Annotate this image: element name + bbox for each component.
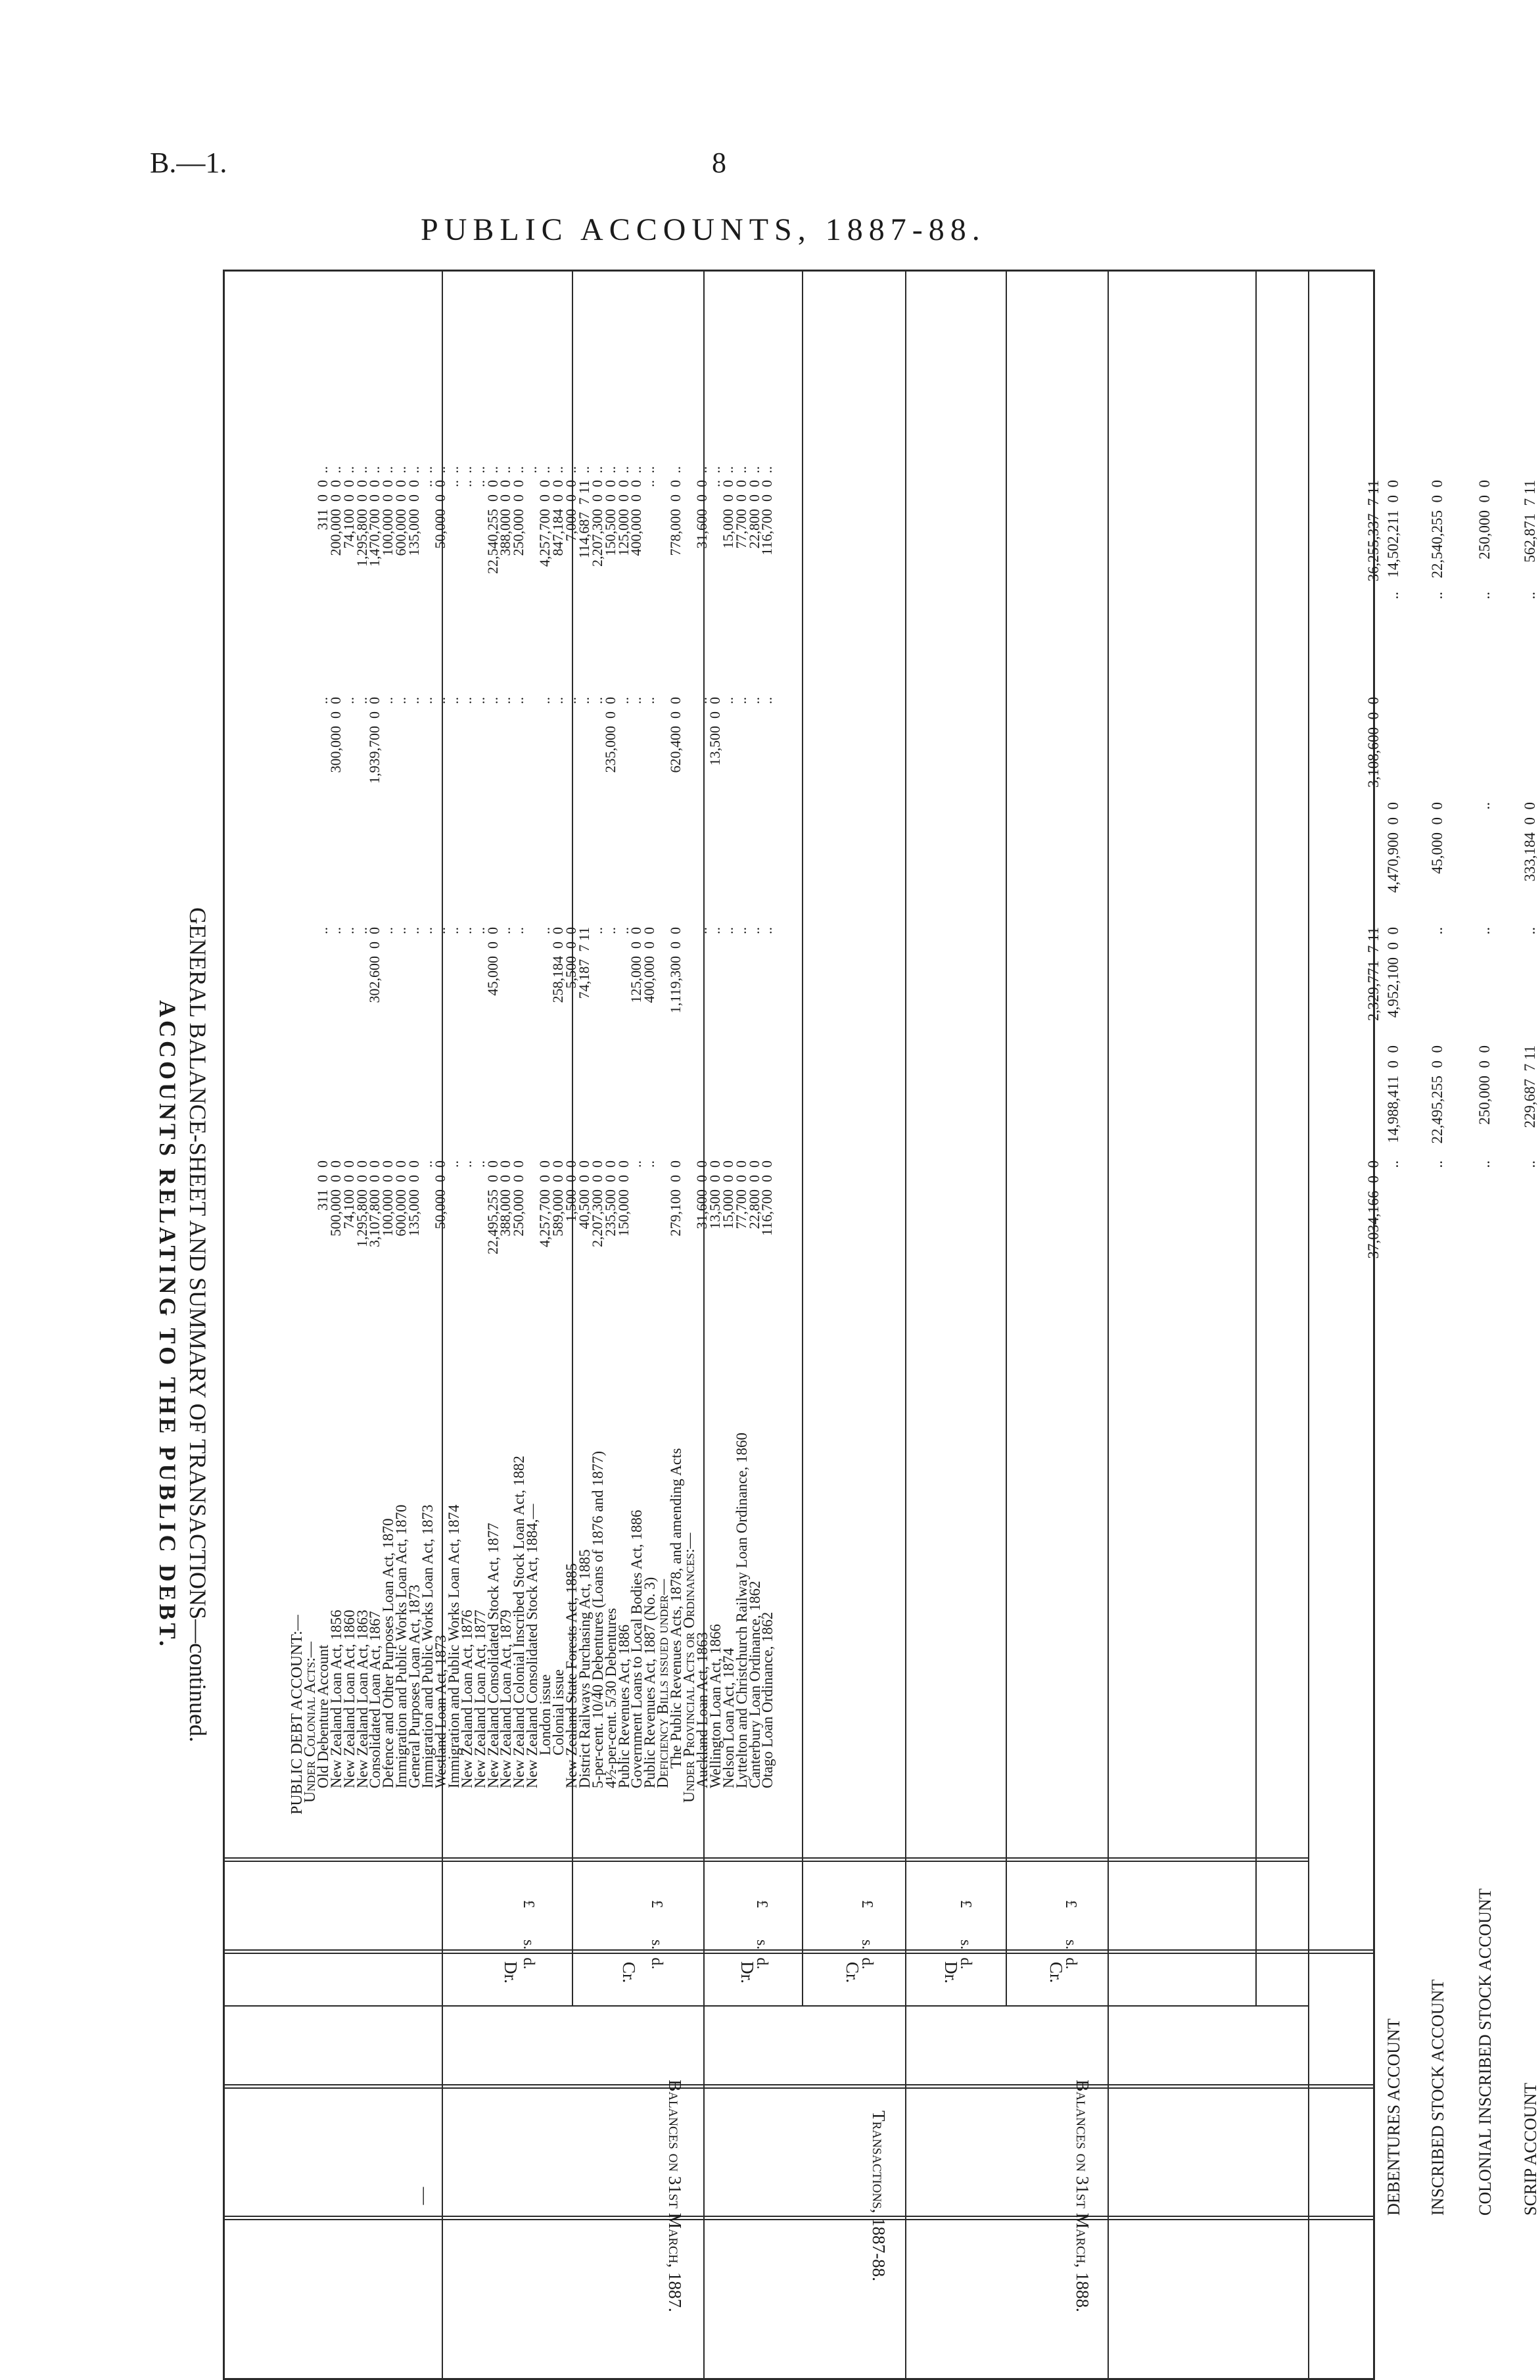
row-label: New Zealand Loan Act, 1856 (328, 1609, 344, 1788)
cell-value: .. (563, 697, 579, 704)
cell-value: .. (419, 480, 435, 487)
cell-value: 135,000 0 0 (406, 480, 422, 556)
cell-value: 50,000 0 0 (432, 480, 448, 549)
header-transactions: Transactions, 1887-88. (869, 2110, 889, 2281)
account-value: 22,495,255 0 0 (1429, 1045, 1445, 1144)
cell-value: .. (419, 1160, 435, 1168)
cell-value: .. (445, 927, 461, 934)
cell-value: 500,000 0 0 (327, 1160, 344, 1237)
row-label: 4½-per-cent. 5/30 Debentures (603, 1607, 619, 1788)
cell-value: 600,000 0 0 (392, 480, 409, 556)
cell-value: 74,100 0 0 (340, 1160, 357, 1229)
row-label: London issue (537, 1674, 553, 1755)
cell-value: 13,500 0 0 (707, 1160, 723, 1229)
row-label: New Zealand Consolidated Stock Act, 1877 (485, 1523, 502, 1788)
cell-leader: .. (523, 466, 540, 473)
cell-leader: .. (733, 466, 749, 473)
table-subheading: ACCOUNTS RELATING TO THE PUBLIC DEBT. (154, 1000, 181, 1650)
cell-value: .. (471, 697, 488, 704)
cell-value: .. (720, 697, 736, 704)
cell-value: 40,500 0 0 (576, 1160, 592, 1229)
cell-value: 1,119,300 0 0 (667, 927, 684, 1014)
dr-header: Dr. (737, 1961, 757, 1984)
cell-value: .. (615, 927, 632, 934)
row-label: New Zealand Consolidated Stock Act, 1884,— (524, 1504, 540, 1788)
cell-value: .. (536, 697, 553, 704)
row-label: Colonial issue (550, 1669, 567, 1755)
cell-value: 116,700 0 0 (758, 480, 775, 556)
cell-leader: .. (392, 466, 409, 473)
public-debt-total: 36,255,337 7 11 (1365, 480, 1382, 582)
cell-value: .. (458, 1160, 475, 1168)
cell-value: 1,939,700 0 0 (366, 697, 383, 784)
cell-leader: .. (340, 466, 357, 473)
cell-value: .. (510, 927, 526, 934)
cell-value: 279,100 0 0 (667, 1160, 684, 1237)
account-value: 45,000 0 0 (1429, 802, 1445, 874)
account-value: .. (1476, 592, 1493, 600)
cell-value: 3,107,800 0 0 (366, 1160, 383, 1247)
cell-value: .. (471, 1160, 488, 1168)
cell-value: .. (641, 480, 657, 487)
dr-header: Dr. (501, 1961, 521, 1984)
account-value: .. (1385, 1160, 1401, 1168)
account-label: DEBENTURES ACCOUNT (1384, 2018, 1403, 2216)
dr-header: Dr. (941, 1961, 961, 1984)
cell-value: 302,600 0 0 (366, 927, 383, 1003)
public-debt-total: 3,108,600 0 0 (1365, 697, 1382, 788)
column-rule (905, 270, 906, 2380)
row-label: New Zealand Loan Act, 1877 (472, 1609, 488, 1788)
cell-value: 1,295,800 0 0 (354, 480, 370, 567)
cell-value: 300,000 0 0 (327, 697, 344, 773)
frame-rule (223, 270, 225, 2380)
row-rule (225, 2087, 1375, 2089)
account-label: SCRIP ACCOUNT (1521, 2082, 1540, 2216)
account-value: .. (1385, 592, 1401, 600)
cell-value: 311 0 0 (314, 480, 331, 531)
cell-leader: .. (510, 466, 526, 473)
cell-value: .. (758, 697, 775, 704)
cell-value: 125,000 0 0 (615, 480, 632, 556)
cell-value: 250,000 0 0 (510, 480, 526, 556)
row-label: Nelson Loan Act, 1874 (720, 1648, 737, 1788)
row-label: Old Debenture Account (315, 1644, 331, 1788)
row-label: General Purposes Loan Act, 1873 (406, 1584, 423, 1788)
account-value: 22,540,255 0 0 (1429, 480, 1445, 579)
row-label: Auckland Loan Act, 1863 (694, 1632, 711, 1788)
cell-leader: .. (497, 466, 513, 473)
cell-leader: .. (693, 466, 710, 473)
unit-header: £ s. d. (957, 1900, 974, 1970)
cell-leader: .. (366, 466, 383, 473)
cell-value: 589,000 0 0 (549, 1160, 566, 1237)
cell-value: .. (707, 480, 723, 487)
cell-value: .. (327, 927, 344, 934)
cell-leader: .. (419, 466, 435, 473)
cell-value: .. (458, 927, 475, 934)
cell-value: 31,600 0 0 (693, 1160, 710, 1229)
column-rule (1108, 270, 1109, 2380)
cell-value: 778,000 0 0 (667, 480, 684, 556)
column-rule (1006, 270, 1007, 2005)
cell-value: .. (549, 697, 566, 704)
cell-value: 77,700 0 0 (733, 1160, 749, 1229)
row-label: New Zealand Loan Act, 1876 (459, 1609, 475, 1788)
cell-value: .. (419, 927, 435, 934)
cell-leader: .. (406, 466, 422, 473)
cell-value: 847,184 0 0 (549, 480, 566, 556)
account-value: .. (1429, 927, 1445, 935)
account-value: .. (1476, 802, 1493, 810)
cell-value: 22,495,255 0 0 (484, 1160, 501, 1254)
cell-value: .. (693, 697, 710, 704)
cell-leader: .. (720, 466, 736, 473)
row-rule (225, 2084, 1375, 2085)
row-label: Canterbury Loan Ordinance, 1862 (747, 1581, 763, 1788)
unit-header: £ s. d. (520, 1900, 537, 1970)
cell-value: .. (432, 927, 448, 934)
column-rule (802, 270, 803, 2005)
row-label: New Zealand Loan Act, 1879 (498, 1609, 514, 1788)
cell-value: 2,207,300 0 0 (589, 1160, 605, 1247)
cell-value: .. (641, 1160, 657, 1168)
cell-value: 388,000 0 0 (497, 1160, 513, 1237)
cell-value: .. (733, 927, 749, 934)
cell-value: 116,700 0 0 (758, 1160, 775, 1236)
unit-header: £ s. d. (1062, 1900, 1079, 1970)
account-value: .. (1476, 1160, 1493, 1168)
cell-value: .. (314, 697, 331, 704)
cell-value: .. (733, 697, 749, 704)
cell-value: .. (340, 927, 357, 934)
header-balances-1888: Balances on 31st March, 1888. (1073, 2080, 1092, 2312)
cell-value: 4,257,700 0 0 (536, 480, 553, 567)
account-label: INSCRIBED STOCK ACCOUNT (1428, 1979, 1447, 2216)
row-rule (225, 1949, 1375, 1951)
cell-value: .. (484, 697, 501, 704)
cell-value: 311 0 0 (314, 1160, 331, 1211)
total-rule (225, 1857, 1309, 1859)
cell-leader: .. (628, 466, 644, 473)
section-title: PUBLIC DEBT ACCOUNT:— (289, 1615, 306, 1815)
cell-value: 15,000 0 0 (720, 480, 736, 549)
row-label: The Public Revenues Acts, 1878, and amending Acts (668, 1448, 684, 1769)
cell-value: .. (354, 927, 370, 934)
row-label: Wellington Loan Act, 1866 (707, 1624, 724, 1788)
table-heading: GENERAL BALANCE-SHEET AND SUMMARY OF TRANSACTIONS—continued. (185, 907, 211, 1743)
cell-value: 4,257,700 0 0 (536, 1160, 553, 1247)
cell-value: .. (458, 697, 475, 704)
account-value: 4,952,100 0 0 (1385, 927, 1401, 1018)
cell-value: 15,000 0 0 (720, 1160, 736, 1229)
cell-value: .. (510, 697, 526, 704)
account-value: 562,871 7 11 (1522, 480, 1538, 563)
cell-value: .. (707, 927, 723, 934)
cell-value: 77,700 0 0 (733, 480, 749, 549)
cell-value: .. (746, 697, 762, 704)
cell-value: .. (589, 697, 605, 704)
cell-value: 400,000 0 0 (628, 480, 644, 556)
cell-value: .. (445, 1160, 461, 1168)
cell-leader: .. (615, 466, 632, 473)
cell-value: .. (536, 927, 553, 934)
header-rule (225, 2005, 1309, 2007)
row-label: Westland Loan Act, 1873 (432, 1634, 449, 1788)
cell-value: 150,500 0 0 (602, 480, 618, 556)
cell-leader: .. (667, 466, 684, 473)
subsection-label: Under Colonial Acts:— (302, 1641, 319, 1803)
cell-value: .. (354, 697, 370, 704)
cell-value: .. (720, 927, 736, 934)
cell-value: .. (602, 927, 618, 934)
cell-value: 74,187 7 11 (576, 927, 592, 999)
cell-value: 400,000 0 0 (641, 927, 657, 1003)
row-label: Public Revenues Act, 1887 (No. 3) (642, 1577, 658, 1788)
cell-leader: .. (432, 466, 448, 473)
cell-leader: .. (354, 466, 370, 473)
cell-leader: .. (746, 466, 762, 473)
cell-value: .. (432, 697, 448, 704)
cell-value: 22,800 0 0 (746, 480, 762, 549)
cell-value: .. (615, 697, 632, 704)
row-label: New Zealand Loan Act, 1863 (354, 1609, 371, 1788)
cell-value: 7,000 0 0 (563, 480, 579, 542)
account-value: 14,988,411 0 0 (1385, 1045, 1401, 1143)
account-value: 250,000 0 0 (1476, 480, 1493, 559)
cell-value: .. (419, 697, 435, 704)
cell-value: .. (392, 927, 409, 934)
row-label: Public Revenues Act, 1886 (616, 1624, 632, 1788)
column-rule (1255, 270, 1257, 2005)
page-title: PUBLIC ACCOUNTS, 1887-88. (421, 212, 986, 247)
public-debt-total: 37,034,166 0 0 (1365, 1160, 1382, 1259)
cell-value: 235,000 0 0 (602, 697, 618, 773)
row-label: 5-per-cent. 10/40 Debentures (Loans of 1876 and 1877) (590, 1450, 606, 1788)
cell-value: 22,540,255 0 0 (484, 480, 501, 574)
cell-leader: .. (563, 466, 579, 473)
row-label: Immigration and Public Works Loan Act, 1874 (446, 1504, 462, 1788)
cell-leader: .. (327, 466, 344, 473)
cell-value: 114,687 7 11 (576, 480, 592, 559)
cell-leader: .. (576, 466, 592, 473)
cell-value: 258,184 0 0 (549, 927, 566, 1003)
cell-value: 1,500 0 0 (563, 1160, 579, 1222)
cell-value: 22,800 0 0 (746, 1160, 762, 1229)
account-value: .. (1429, 1160, 1445, 1168)
cell-value: 13,500 0 0 (707, 697, 723, 766)
cell-value: 5,500 0 0 (563, 927, 579, 989)
cr-header: Cr. (619, 1961, 639, 1984)
cell-value: 1,470,700 0 0 (366, 480, 383, 567)
cell-value: 50,000 0 0 (432, 1160, 448, 1229)
cell-value: .. (379, 927, 396, 934)
account-value: 250,000 0 0 (1476, 1045, 1493, 1125)
cell-value: 31,600 0 0 (693, 480, 710, 549)
page-reference: B.—1. (150, 147, 227, 179)
cell-value: .. (314, 927, 331, 934)
cell-value: .. (379, 697, 396, 704)
public-debt-total: 2,329,771 7 11 (1365, 927, 1382, 1021)
cell-value: 600,000 0 0 (392, 1160, 409, 1237)
cell-value: .. (758, 927, 775, 934)
cell-value: 125,000 0 0 (628, 927, 644, 1003)
cell-value: .. (445, 697, 461, 704)
cell-value: .. (406, 697, 422, 704)
row-label: New Zealand Loan Act, 1860 (341, 1609, 358, 1788)
column-rule (1308, 270, 1309, 2380)
row-label: Consolidated Loan Act, 1867 (367, 1611, 383, 1788)
row-label: New Zealand State Forests Act, 1885 (563, 1563, 580, 1788)
account-value: .. (1522, 592, 1538, 600)
cell-leader: .. (471, 466, 488, 473)
row-rule (225, 2219, 1375, 2220)
row-label: Government Loans to Local Bodies Act, 1886 (628, 1510, 645, 1788)
unit-header: £ s. d. (753, 1900, 770, 1970)
cell-leader: .. (589, 466, 605, 473)
page-number: 8 (712, 147, 726, 179)
cell-value: .. (628, 1160, 644, 1168)
cr-header: Cr. (1046, 1961, 1066, 1984)
cell-value: .. (497, 927, 513, 934)
row-label: New Zealand Colonial Inscribed Stock Loan Act, 1882 (511, 1456, 527, 1788)
cell-value: 74,100 0 0 (340, 480, 357, 549)
cell-leader: .. (458, 466, 475, 473)
cell-leader: .. (602, 466, 618, 473)
frame-rule (223, 270, 1375, 272)
cell-value: 2,207,300 0 0 (589, 480, 605, 567)
cell-value: .. (497, 697, 513, 704)
account-value: 14,502,211 0 0 (1385, 480, 1401, 578)
cell-leader: .. (641, 466, 657, 473)
left-head-mark: — (415, 2187, 435, 2205)
cell-value: .. (392, 697, 409, 704)
cell-value: 200,000 0 0 (327, 480, 344, 556)
cell-value: 235,500 0 0 (602, 1160, 618, 1237)
total-rule (225, 1861, 1309, 1862)
cell-value: 250,000 0 0 (510, 1160, 526, 1237)
cell-value: 150,000 0 0 (615, 1160, 632, 1237)
row-rule (225, 1953, 1375, 1954)
row-label: Lyttelton and Christchurch Railway Loan Ordinance, 1860 (734, 1432, 750, 1788)
cell-leader: .. (445, 466, 461, 473)
row-label: Immigration and Public Works Loan Act, 1873 (419, 1504, 436, 1788)
cell-value: .. (641, 697, 657, 704)
cell-leader: .. (484, 466, 501, 473)
cell-value: .. (458, 480, 475, 487)
account-value: 229,687 7 11 (1522, 1045, 1538, 1128)
account-label: COLONIAL INSCRIBED STOCK ACCOUNT (1476, 1888, 1495, 2216)
cell-value: .. (693, 927, 710, 934)
subsection-label: Under Provincial Acts or Ordinances:— (681, 1533, 698, 1803)
unit-header: £ s. d. (858, 1900, 875, 1970)
cell-value: 135,000 0 0 (406, 1160, 422, 1237)
row-label: Defence and Other Purposes Loan Act, 1870 (380, 1518, 396, 1788)
account-value: 4,470,900 0 0 (1385, 802, 1401, 893)
subsection-label: Deficiency Bills issued under— (655, 1579, 672, 1788)
row-label: Otago Loan Ordinance, 1862 (759, 1611, 776, 1788)
cell-leader: .. (536, 466, 553, 473)
cell-value: 100,000 0 0 (379, 480, 396, 556)
cell-value: .. (471, 927, 488, 934)
cell-value: .. (628, 697, 644, 704)
cell-value: .. (406, 927, 422, 934)
cell-value: 100,000 0 0 (379, 1160, 396, 1237)
cell-leader: .. (758, 466, 775, 473)
cell-value: 1,295,800 0 0 (354, 1160, 370, 1247)
cell-value: 620,400 0 0 (667, 697, 684, 773)
cell-value: .. (746, 927, 762, 934)
cell-value: .. (445, 480, 461, 487)
account-value: .. (1522, 1160, 1538, 1168)
cell-leader: .. (707, 466, 723, 473)
row-label: District Railways Purchasing Act, 1885 (576, 1549, 593, 1788)
cell-value: 388,000 0 0 (497, 480, 513, 556)
cell-leader: .. (314, 466, 331, 473)
cell-value: .. (576, 697, 592, 704)
account-value: .. (1429, 592, 1445, 600)
cell-value: 45,000 0 0 (484, 927, 501, 996)
cell-leader: .. (379, 466, 396, 473)
unit-header: £ s. d. (648, 1900, 665, 1970)
row-rule (225, 2216, 1375, 2217)
row-label: Immigration and Public Works Loan Act, 1870 (393, 1504, 409, 1788)
cell-value: .. (340, 697, 357, 704)
cell-value: .. (471, 480, 488, 487)
header-balances-1887: Balances on 31st March, 1887. (665, 2080, 685, 2312)
cr-header: Cr. (843, 1961, 862, 1984)
cell-value: .. (589, 927, 605, 934)
cell-leader: .. (549, 466, 566, 473)
account-value: .. (1476, 927, 1493, 935)
account-value: .. (1522, 927, 1538, 935)
account-value: 333,184 0 0 (1522, 802, 1538, 882)
